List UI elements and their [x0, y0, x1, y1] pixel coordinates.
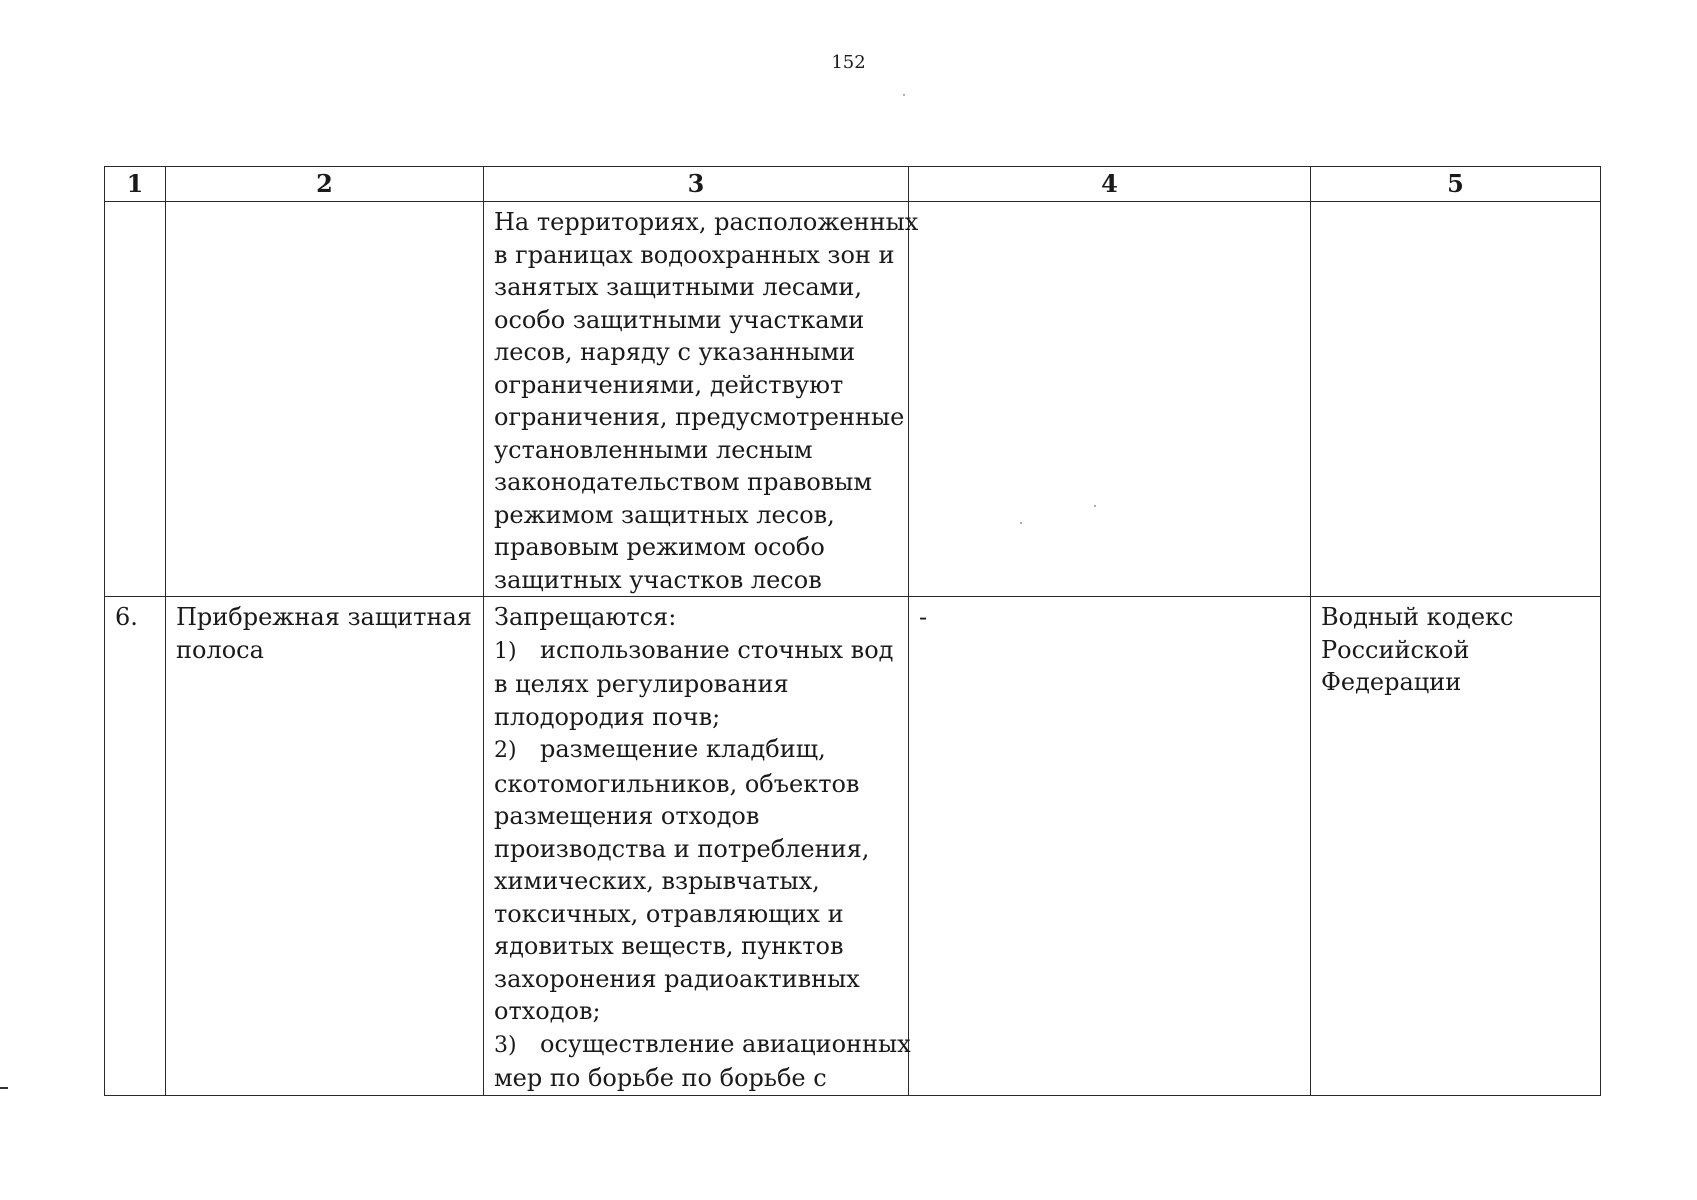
- text-line: занятых защитными лесами,: [494, 273, 862, 301]
- table-row-continuation: [105, 202, 1601, 597]
- cell-name: [166, 202, 484, 597]
- header-col-5: 5: [1311, 167, 1601, 202]
- restrictions-title: Запрещаются:: [494, 603, 677, 631]
- text-line: лесов, наряду с указанными: [494, 338, 856, 366]
- source-line: Федерации: [1321, 668, 1462, 696]
- scan-margin-mark: [0, 1087, 8, 1089]
- text-line: химических, взрывчатых,: [494, 867, 820, 895]
- text-line: захоронения радиоактивных: [494, 964, 860, 993]
- text-line: ограничениями, действуют: [494, 370, 844, 399]
- list-item-3: [494, 1028, 911, 1063]
- item-text: использование сточных вод: [540, 635, 894, 664]
- header-row: [105, 167, 1601, 202]
- text-line: отходов;: [494, 997, 601, 1025]
- text-line: скотомогильников, объектов: [494, 769, 860, 798]
- text-line: размещения отходов: [494, 802, 760, 830]
- item-text: размещение кладбищ,: [540, 735, 826, 763]
- source-line: Российской: [1321, 635, 1470, 664]
- scan-speck: [1020, 522, 1022, 524]
- list-item-2: [494, 733, 898, 768]
- regulation-table: [104, 166, 1601, 1096]
- text-line: мер по борьбе по борьбе с: [494, 1064, 827, 1092]
- scan-speck: [903, 94, 905, 96]
- cell-restrictions: [484, 597, 909, 1096]
- text-line: в границах водоохранных зон и: [494, 240, 895, 269]
- name-line: Прибрежная защитная: [176, 603, 472, 631]
- text-line: правовым режимом особо: [494, 533, 825, 561]
- name-line: полоса: [176, 635, 264, 664]
- item-text: осуществление авиационных: [540, 1029, 911, 1058]
- text-line: токсичных, отравляющих и: [494, 899, 844, 928]
- text-line: режимом защитных лесов,: [494, 500, 835, 529]
- cell-restrictions: [484, 202, 919, 597]
- header-col-4: 4: [909, 167, 1311, 202]
- cell-source: [1311, 202, 1601, 597]
- header-col-3: 3: [484, 167, 909, 202]
- text-line: производства и потребления,: [494, 834, 870, 863]
- cell-name: [166, 597, 484, 1096]
- text-line: На территориях, расположенных: [494, 208, 919, 236]
- cell-number: 6.: [105, 597, 166, 1096]
- cell-col4: -: [909, 597, 1311, 1096]
- page-number: 152: [831, 52, 866, 73]
- cell-source: [1311, 597, 1601, 1096]
- text-line: ограничения, предусмотренные: [494, 403, 905, 431]
- item-number: 3): [494, 1032, 517, 1058]
- text-line: установленными лесным: [494, 435, 813, 464]
- header-col-1: 1: [105, 167, 166, 202]
- cell-number: [105, 202, 166, 597]
- list-item-1: [494, 634, 898, 669]
- item-number: 1): [494, 638, 517, 664]
- table-row-6: [105, 597, 1601, 1096]
- item-number: 2): [494, 738, 517, 763]
- text-line: в целях регулирования: [494, 670, 789, 698]
- text-line: ядовитых веществ, пунктов: [494, 932, 844, 960]
- scan-speck: [1094, 505, 1096, 507]
- cell-col4: [909, 202, 1311, 597]
- text-line: защитных участков лесов: [494, 565, 822, 594]
- text-line: особо защитными участками: [494, 305, 865, 334]
- source-line: Водный кодекс: [1321, 603, 1514, 631]
- text-line: законодательством правовым: [494, 468, 873, 496]
- text-line: плодородия почв;: [494, 702, 721, 731]
- header-col-2: 2: [166, 167, 484, 202]
